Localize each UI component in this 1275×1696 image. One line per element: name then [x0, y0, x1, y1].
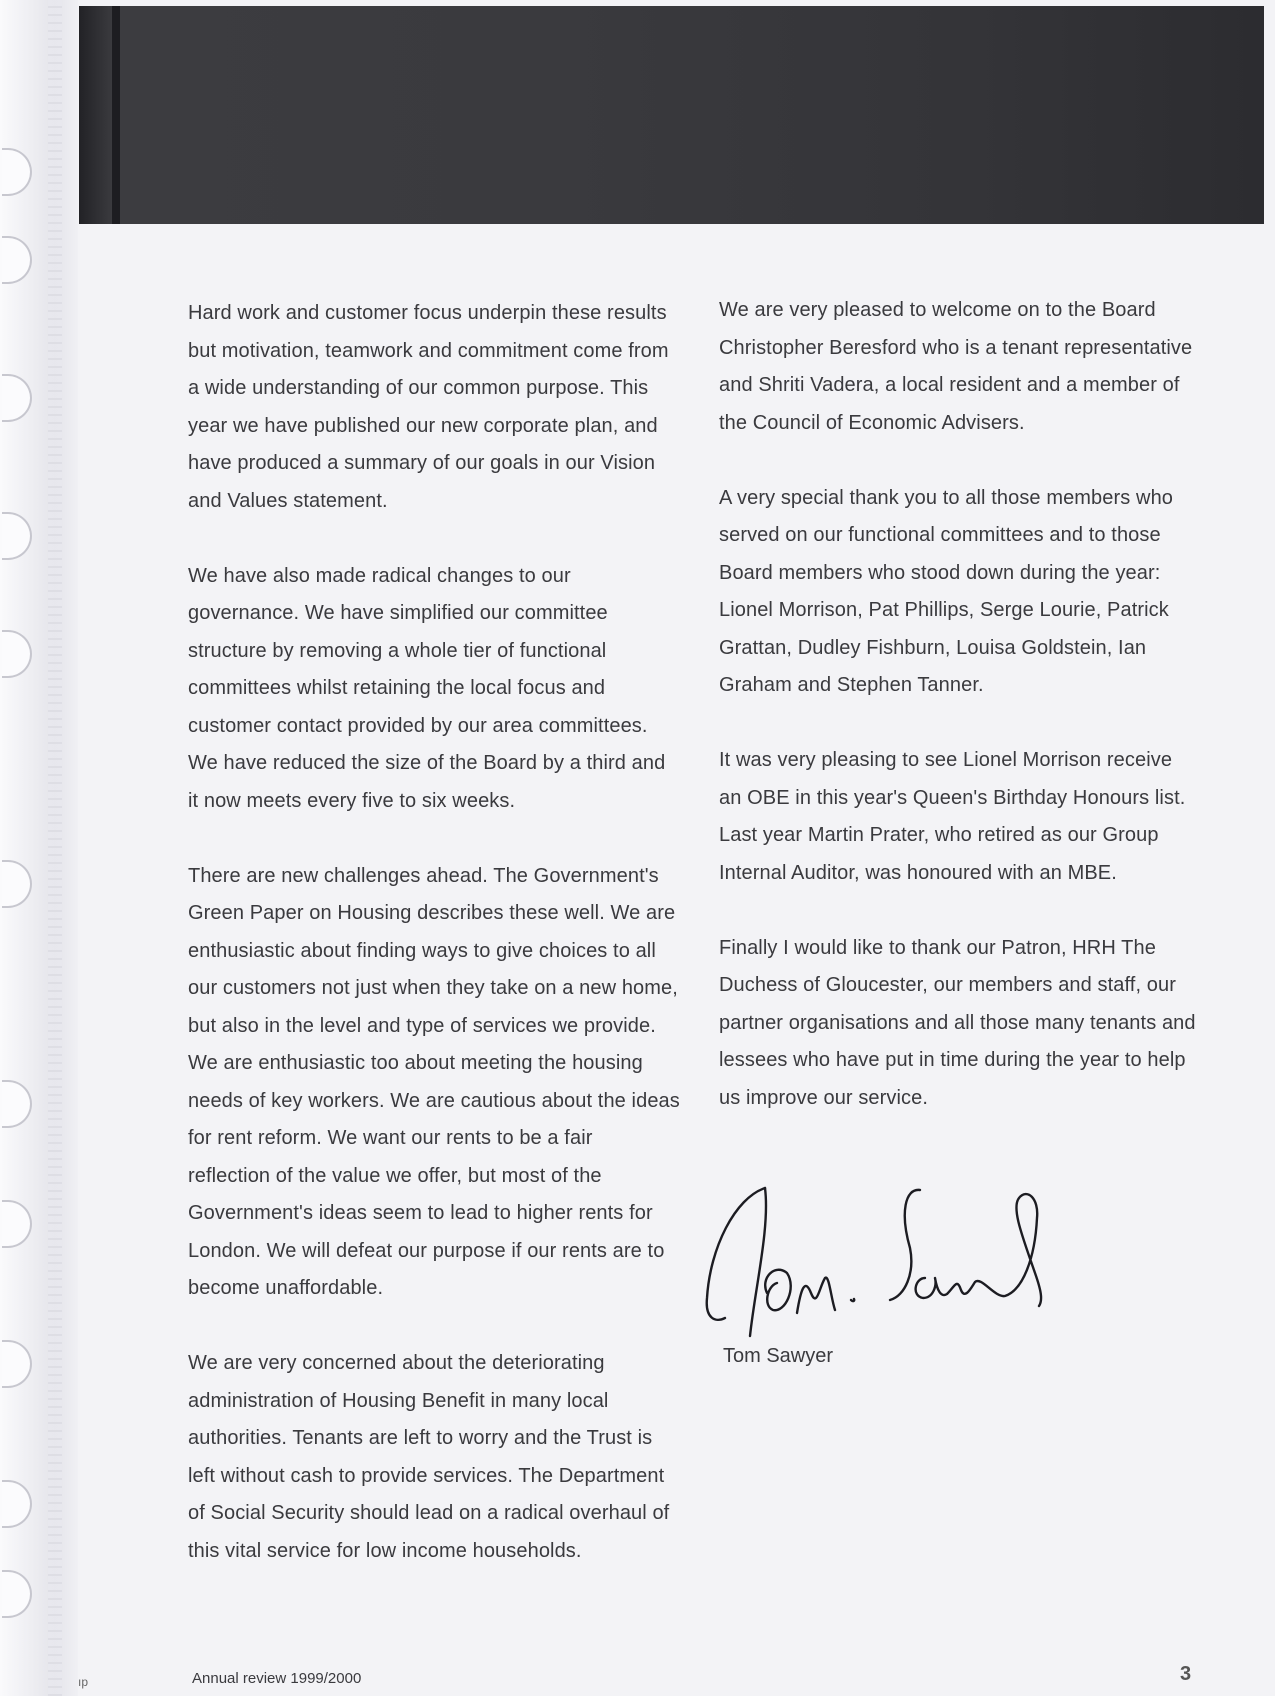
right-paragraph-2: A very special thank you to all those members who served on our functional committees and to those Board members who stood down during the year: Lionel Morrison, Pat Phillips, Serge Lourie, Patrick Grattan, Dudley Fishburn, Louisa Goldstein, Ian Graham and Stephen Tanner. — [719, 486, 1174, 696]
punch-hole — [2, 1480, 32, 1528]
punch-hole — [2, 860, 32, 908]
punch-hole — [2, 512, 32, 560]
header-image-band — [79, 6, 1264, 224]
left-paragraph-2: We have also made radical changes to our governance. We have simplified our committee structure by removing a whole tier of functional committees whilst retaining the local focus and customer contact provided by our area committees. We have reduced the size of the Board by a third and it now meets every five to six weeks. — [188, 564, 666, 812]
right-text-column — [719, 292, 1199, 1155]
margin-mark: ıp — [78, 1675, 89, 1689]
left-text-column — [188, 295, 680, 1608]
punch-hole — [2, 148, 32, 196]
punch-hole — [2, 236, 32, 284]
right-paragraph-4: Finally I would like to thank our Patron, HRH The Duchess of Gloucester, our members and staff, our partner organisations and all those many tenants and lessees who have put in time during the year to help us improve our service. — [719, 936, 1196, 1109]
left-paragraph-3: There are new challenges ahead. The Government's Green Paper on Housing describes these well. We are enthusiastic about finding ways to give choices to all our customers not just when they take on a new home, but also in the level and type of services we provide. We are enthusiastic too about meeting the housing needs of key workers. We are cautious about the ideas for rent reform. We want our rents to be a fair reflection of the value we offer, but most of the Government's ideas seem to lead to higher rents for London. We will defeat our purpose if our rents are to become unaffordable. — [188, 864, 680, 1299]
sleeve-perforation-strip — [48, 0, 62, 1696]
left-paragraph-4: We are very concerned about the deteriorating administration of Housing Benefit in many local authorities. Tenants are left to worry and the Trust is left without cash to provide services. The Department of Social Security should lead on a radical overhaul of this vital service for low income households. — [188, 1352, 670, 1562]
handwritten-signature — [705, 1178, 1095, 1338]
right-paragraph-3: It was very pleasing to see Lionel Morrison receive an OBE in this year's Queen's Birthday Honours list. Last year Martin Prater, who retired as our Group Internal Auditor, was honoured with an MBE. — [719, 749, 1186, 884]
punch-hole — [2, 374, 32, 422]
signatory-name: Tom Sawyer — [723, 1345, 834, 1367]
punch-hole — [2, 1200, 32, 1248]
header-band-edge — [112, 6, 120, 224]
page-number: 3 — [1180, 1663, 1192, 1685]
right-paragraph-1: We are very pleased to welcome on to the Board Christopher Beresford who is a tenant representative and Shriti Vadera, a local resident and a member of the Council of Economic Advisers. — [719, 299, 1193, 434]
publication-title: Annual review 1999/2000 — [192, 1670, 362, 1687]
binder-sleeve — [0, 0, 78, 1696]
punch-hole — [2, 630, 32, 678]
punch-hole — [2, 1340, 32, 1388]
punch-hole — [2, 1570, 32, 1618]
left-paragraph-1: Hard work and customer focus underpin these results but motivation, teamwork and commitment come from a wide understanding of our common purpose. This year we have published our new corporate plan, and have produced a summary of our goals in our Vision and Values statement. — [188, 302, 669, 512]
punch-hole — [2, 1080, 32, 1128]
